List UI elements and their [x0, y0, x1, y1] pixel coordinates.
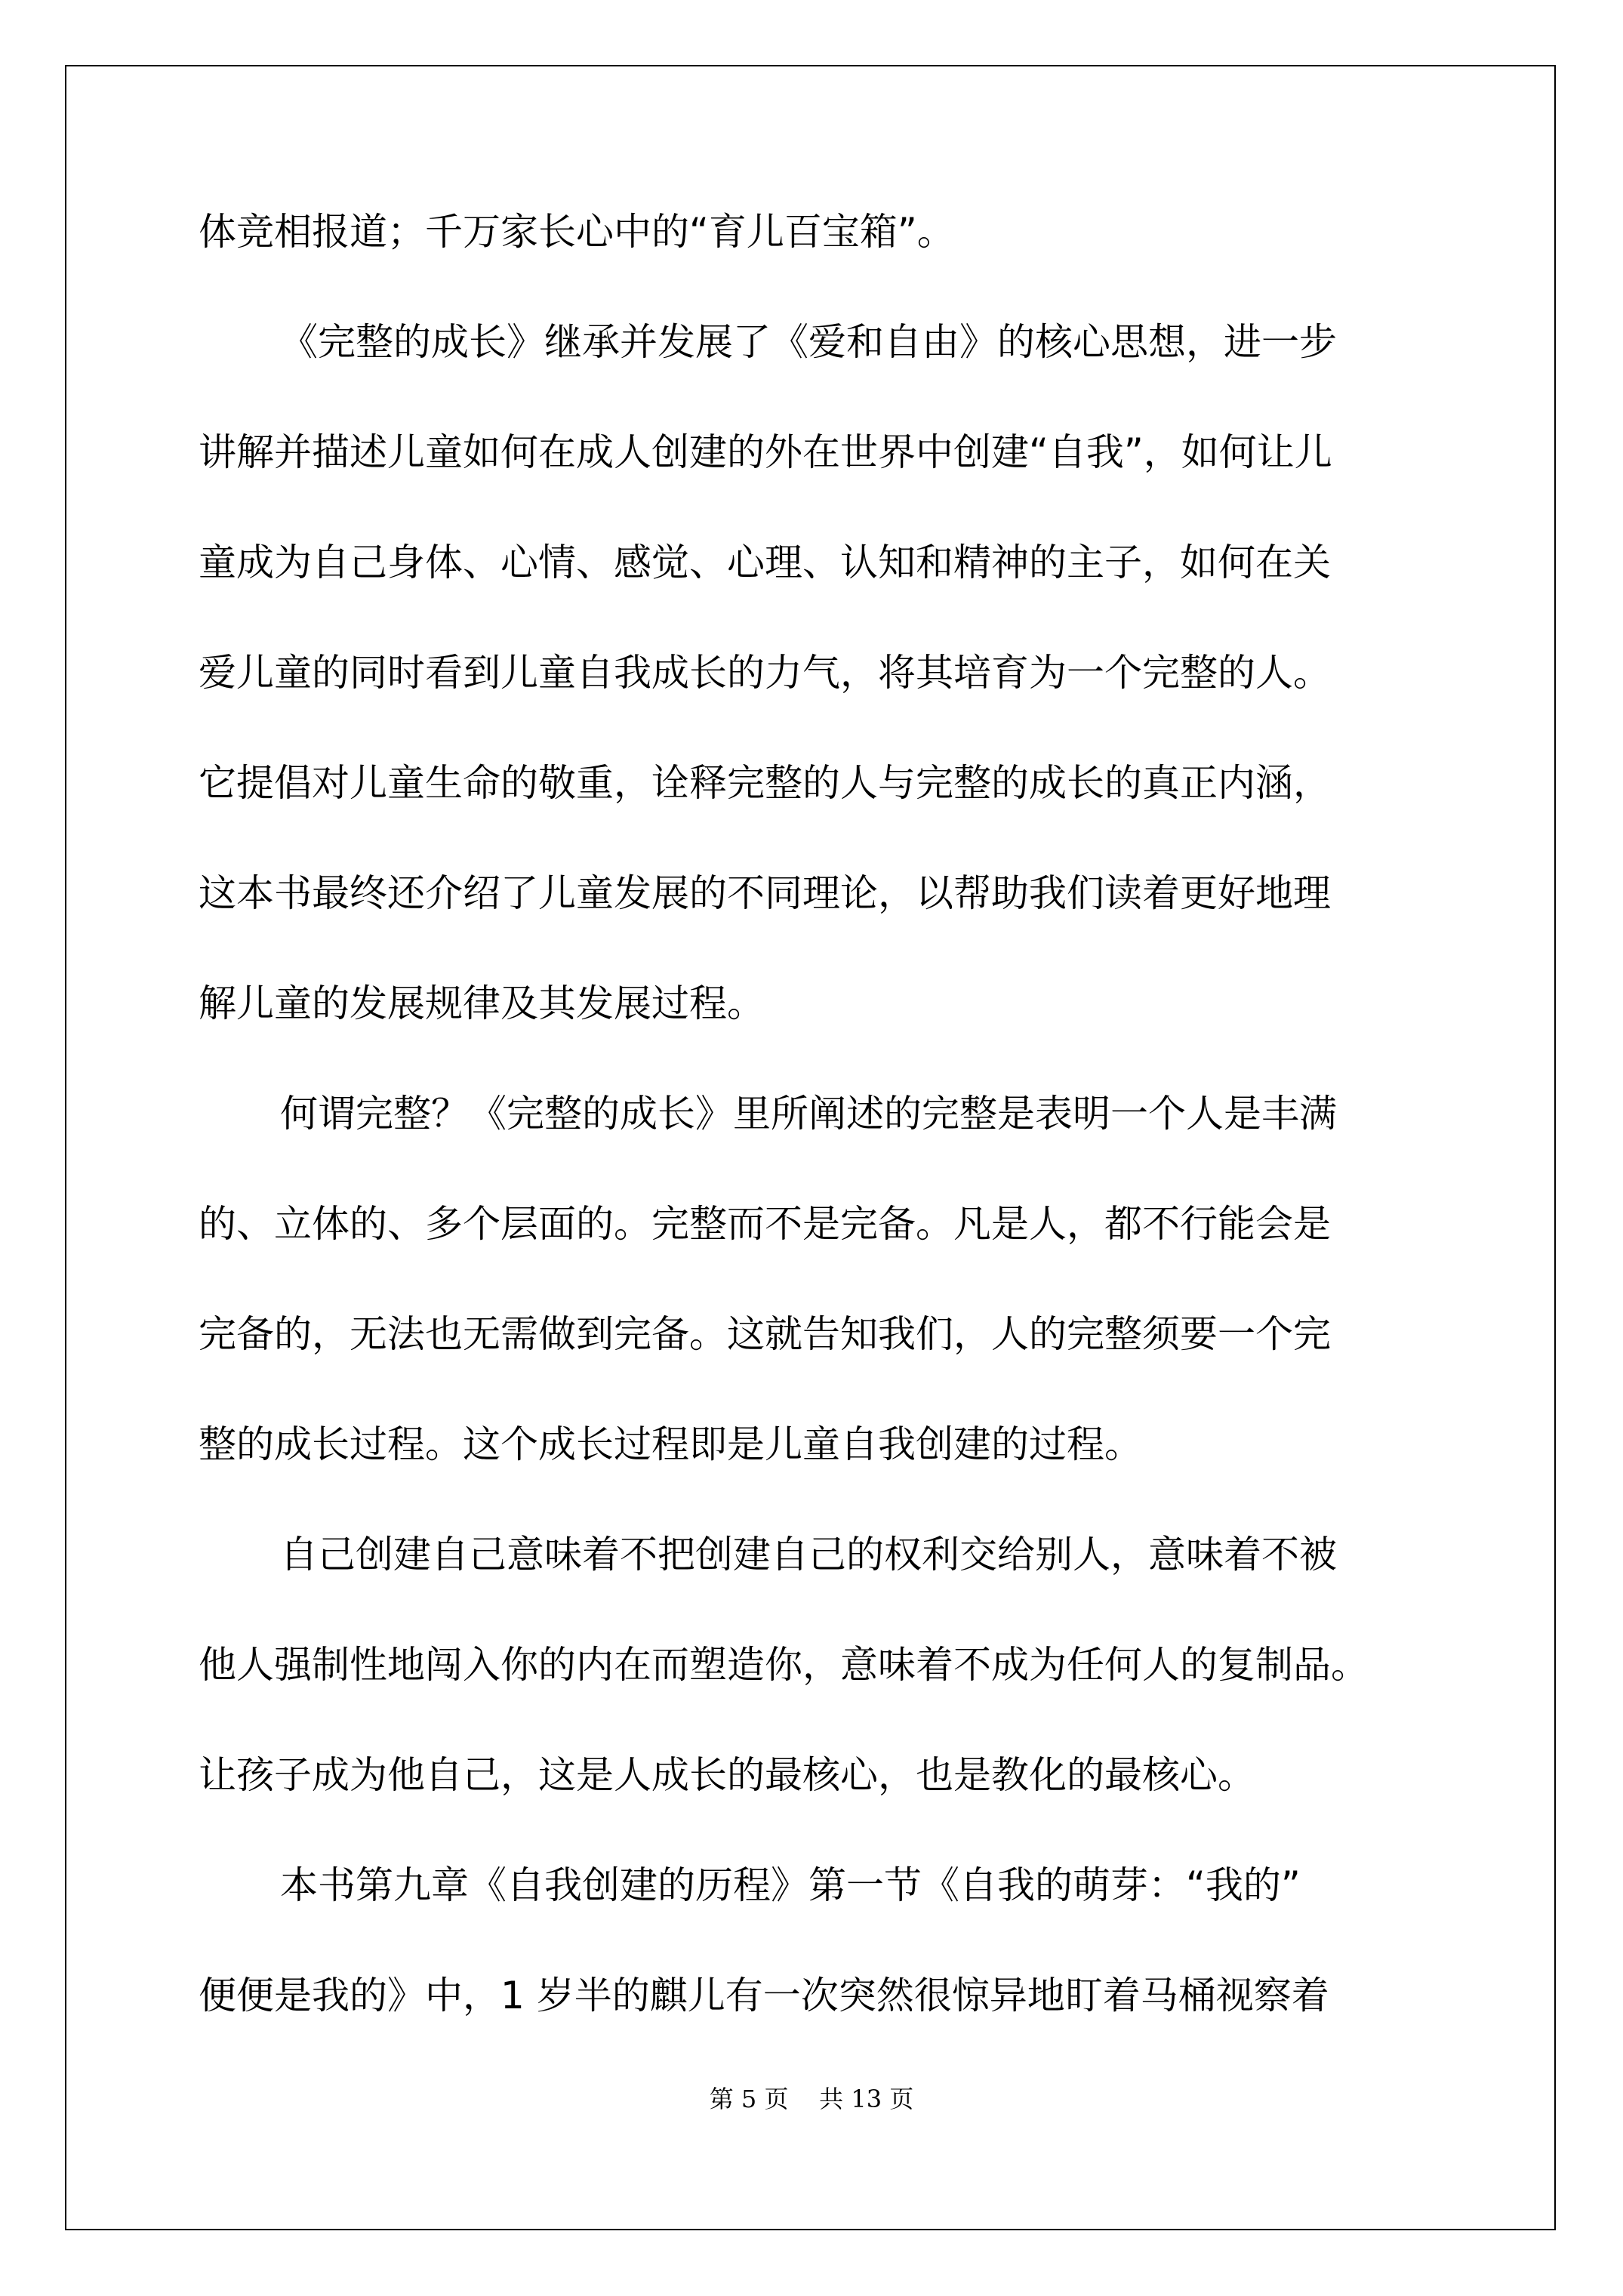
body-line: 自己创建自己意味着不把创建自己的权利交给别人，意味着不被 — [280, 1533, 1337, 1576]
body-line: 便便是我的》中，1 岁半的麒儿有一次突然很惊异地盯着马桶视察着 — [199, 1974, 1329, 2017]
body-line: 它提倡对儿童生命的敬重，诠释完整的人与完整的成长的真正内涵， — [199, 761, 1331, 805]
body-line: 整的成长过程。这个成长过程即是儿童自我创建的过程。 — [199, 1422, 1142, 1466]
body-line: 的、立体的、多个层面的。完整而不是完备。凡是人，都不行能会是 — [199, 1202, 1331, 1246]
body-line: 本书第九章《自我创建的历程》第一节《自我的萌芽：“我的” — [280, 1863, 1301, 1907]
body-line: 让孩子成为他自己，这是人成长的最核心，也是教化的最核心。 — [199, 1753, 1255, 1797]
body-line: 讲解并描述儿童如何在成人创建的外在世界中创建“自我”，如何让儿 — [199, 430, 1332, 474]
body-line: 爱儿童的同时看到儿童自我成长的力气，将其培育为一个完整的人。 — [199, 651, 1331, 695]
body-line: 他人强制性地闯入你的内在而塑造你，意味着不成为任何人的复制品。 — [199, 1643, 1369, 1687]
page-total: 共 13 页 — [819, 2085, 914, 2113]
body-line: 这本书最终还介绍了儿童发展的不同理论，以帮助我们读着更好地理 — [199, 871, 1331, 915]
body-line: 完备的，无法也无需做到完备。这就告知我们，人的完整须要一个完 — [199, 1312, 1331, 1356]
page-footer — [0, 2084, 1623, 2114]
page-number: 第 5 页 — [709, 2085, 789, 2113]
body-line: 何谓完整？《完整的成长》里所阐述的完整是表明一个人是丰满 — [280, 1092, 1337, 1136]
body-line: 体竞相报道；千万家长心中的“育儿百宝箱”。 — [199, 210, 955, 254]
body-line: 童成为自己身体、心情、感觉、心理、认知和精神的主子，如何在关 — [199, 541, 1331, 584]
body-line: 《完整的成长》继承并发展了《爱和自由》的核心思想，进一步 — [280, 320, 1337, 364]
body-line: 解儿童的发展规律及其发展过程。 — [199, 982, 765, 1025]
document-body — [199, 205, 1424, 2079]
